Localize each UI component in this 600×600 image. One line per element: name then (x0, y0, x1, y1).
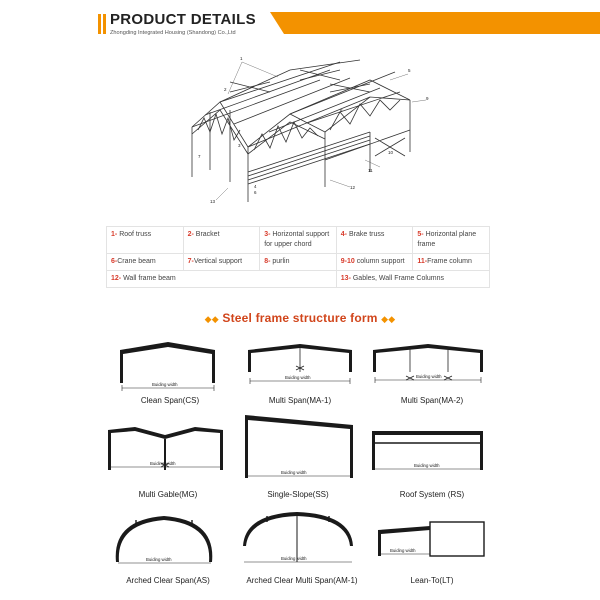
callout-label: 8 (340, 108, 343, 113)
structure-caption: Clean Span(CS) (140, 396, 200, 405)
table-row (107, 227, 490, 254)
structure-caption: Arched Clear Multi Span(AM-1) (246, 576, 358, 585)
building-width-label: Buiding width (281, 470, 307, 475)
steel-frame-isometric-diagram (180, 52, 440, 212)
single-slope-diagram (243, 410, 383, 480)
structure-caption: Roof System (RS) (399, 490, 465, 499)
building-width-label: Buiding width (285, 375, 311, 380)
header-accent-bar (270, 12, 600, 34)
callout-label: 6 (254, 190, 257, 195)
callout-label: 11 (368, 168, 373, 173)
multi-gable-diagram (105, 425, 245, 495)
callout-label: 4 (254, 184, 257, 189)
legend-cell: 6-Crane beam (107, 254, 184, 271)
building-width-label: Buiding width (281, 556, 307, 561)
structure-caption: Lean-To(LT) (410, 576, 454, 585)
callout-label: 3 (238, 143, 241, 148)
callout-label: 1 (240, 56, 243, 61)
page-title: PRODUCT DETAILS (110, 11, 256, 28)
section-title-text: Steel frame structure form (222, 311, 378, 325)
legend-cell: 8- purlin (260, 254, 337, 271)
callout-label: 5 (408, 68, 411, 73)
roof-system-diagram (370, 425, 510, 495)
callout-label: 12 (350, 185, 356, 190)
arched-multi-span-diagram (237, 510, 377, 580)
diamond-ornament-icon: ◆◆ (381, 314, 396, 324)
legend-cell: 3- Horizontal support for upper chord (260, 227, 337, 254)
building-width-label: Buiding width (146, 557, 172, 562)
company-name: Zhongding Integrated Housing (Shandong) Co.,Ltd (110, 30, 236, 36)
building-width-label: Buiding width (152, 382, 178, 387)
legend-cell: 1- Roof truss (107, 227, 184, 254)
diamond-ornament-icon: ◆◆ (204, 314, 219, 324)
legend-cell: 9-10 column support (336, 254, 413, 271)
building-width-label: Buiding width (414, 463, 440, 468)
building-width-label: Buiding width (416, 374, 442, 379)
structure-caption: Multi Span(MA-1) (268, 396, 332, 405)
structure-caption: Multi Gable(MG) (138, 490, 198, 499)
legend-cell: 7-Vertical support (183, 254, 260, 271)
legend-cell: 2- Bracket (183, 227, 260, 254)
structure-caption: Arched Clear Span(AS) (126, 576, 210, 585)
callout-label: 9 (426, 96, 429, 101)
arched-clear-span-diagram (108, 510, 248, 580)
table-row (107, 271, 490, 288)
table-row (107, 254, 490, 271)
legend-cell: 5- Horizontal plane frame (413, 227, 490, 254)
structure-caption: Multi Span(MA-2) (400, 396, 464, 405)
callout-label: 7 (198, 154, 201, 159)
building-width-label: Buiding width (150, 461, 176, 466)
legend-cell: 13- Gables, Wall Frame Columns (336, 271, 489, 288)
building-width-label: Buiding width (390, 548, 416, 553)
section-title (0, 311, 600, 325)
structure-caption: Single-Slope(SS) (267, 490, 329, 499)
legend-cell: 11-Frame column (413, 254, 490, 271)
callout-label: 2 (224, 87, 227, 92)
page-header (0, 0, 600, 48)
callout-label: 10 (388, 150, 394, 155)
legend-cell: 12- Wall frame beam (107, 271, 337, 288)
legend-cell: 4- Brake truss (336, 227, 413, 254)
header-title-block (110, 11, 256, 37)
callout-label: 13 (210, 199, 216, 204)
components-legend-table (106, 226, 490, 288)
